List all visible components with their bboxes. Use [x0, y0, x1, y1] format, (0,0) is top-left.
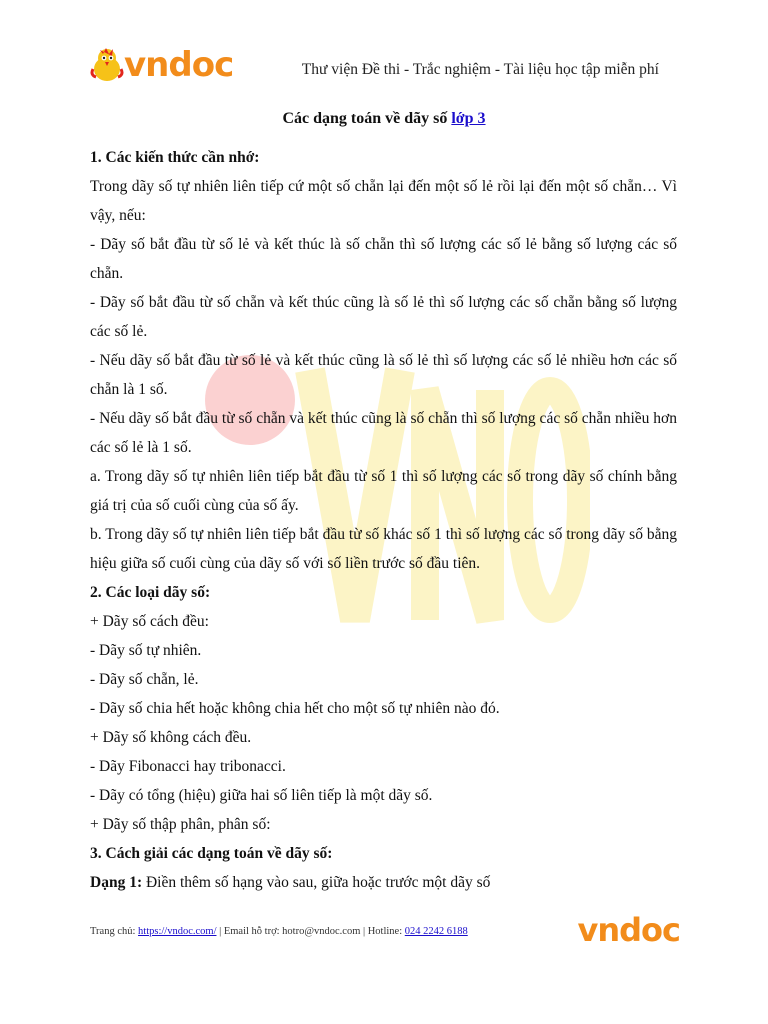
paragraph: b. Trong dãy số tự nhiên liên tiếp bắt đầu từ số khác số 1 thì số lượng các số trong dãy số bằng hiệu giữa số cuối cùng của dãy số với số liền trước số đầu tiên.	[90, 526, 677, 572]
labeled-paragraph	[90, 868, 677, 897]
paragraph: Trong dãy số tự nhiên liên tiếp cứ một số chẵn lại đến một số lẻ rồi lại đến một số chẵn… Vì vậy, nếu:	[90, 178, 677, 224]
footer-vndoc-logo[interactable]	[577, 911, 681, 949]
section-heading: 1. Các kiến thức cần nhớ:	[90, 149, 260, 166]
title-text: Các dạng toán về dãy số	[282, 110, 452, 127]
section-heading: 3. Cách giải các dạng toán về dãy số:	[90, 845, 333, 862]
paragraph: + Dãy số thập phân, phân số:	[90, 816, 271, 833]
paragraph: + Dãy số cách đều:	[90, 613, 209, 630]
paragraph: - Nếu dãy số bắt đầu từ số chẵn và kết thúc cũng là số chẵn thì số lượng các số chẵn nhiều hơn các số lẻ là 1 số.	[90, 410, 677, 456]
footer-contact	[90, 926, 468, 937]
paragraph: a. Trong dãy số tự nhiên liên tiếp bắt đầu từ số 1 thì số lượng các số trong dãy số chính bằng giá trị của số cuối cùng của số ấy.	[90, 468, 677, 514]
paragraph-label: Dạng 1:	[90, 874, 143, 891]
paragraph: - Dãy Fibonacci hay tribonacci.	[90, 758, 286, 775]
footer-logo-wordmark: vndoc	[577, 911, 680, 949]
header-slogan: Thư viện Đề thi - Trắc nghiệm - Tài liệu học tập miễn phí	[301, 61, 659, 78]
chick-mascot-icon	[90, 47, 124, 83]
paragraph: - Dãy số bắt đầu từ số chẵn và kết thúc cũng là số lẻ thì số lượng các số chẵn bằng số lượng các số lẻ.	[90, 294, 677, 340]
page-title	[0, 110, 768, 128]
footer-email-text: | Email hỗ trợ: hotro@vndoc.com | Hotline:	[216, 926, 405, 937]
section-heading: 2. Các loại dãy số:	[90, 584, 211, 601]
paragraph: + Dãy số không cách đều.	[90, 729, 252, 746]
vndoc-logo[interactable]	[90, 47, 233, 83]
paragraph-text: Điền thêm số hạng vào sau, giữa hoặc trước một dãy số	[142, 874, 491, 891]
paragraph: - Dãy có tổng (hiệu) giữa hai số liên tiếp là một dãy số.	[90, 787, 433, 804]
document-body	[90, 143, 677, 897]
paragraph: - Dãy số chẵn, lẻ.	[90, 671, 199, 688]
footer-home-link[interactable]: https://vndoc.com/	[138, 926, 217, 937]
footer-hotline-link[interactable]: 024 2242 6188	[404, 926, 468, 937]
title-link[interactable]: lớp 3	[451, 110, 486, 127]
paragraph: - Dãy số tự nhiên.	[90, 642, 202, 659]
footer-home-label: Trang chủ:	[90, 926, 139, 937]
paragraph: - Dãy số bắt đầu từ số lẻ và kết thúc là số chẵn thì số lượng các số lẻ bằng số lượng các số chẵn.	[90, 236, 677, 282]
logo-wordmark: vndoc	[124, 45, 234, 85]
paragraph: - Dãy số chia hết hoặc không chia hết cho một số tự nhiên nào đó.	[90, 700, 500, 717]
paragraph: - Nếu dãy số bắt đầu từ số lẻ và kết thúc cũng là số lẻ thì số lượng các số lẻ nhiều hơn các số chẵn là 1 số.	[90, 352, 677, 398]
